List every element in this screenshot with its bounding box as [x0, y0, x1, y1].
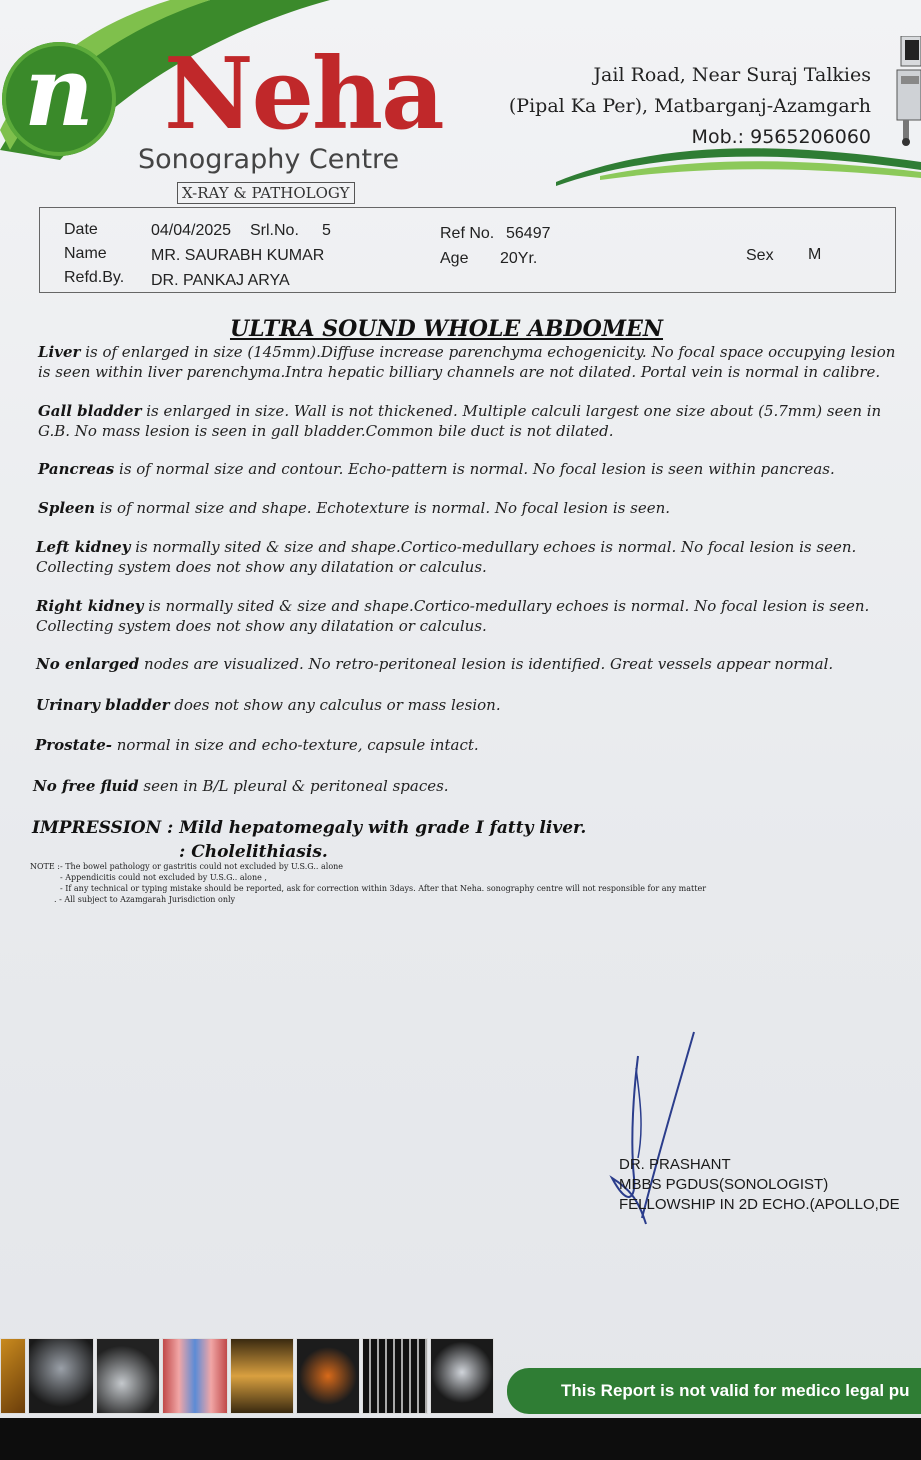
- srl-value: 5: [322, 222, 331, 239]
- finding-text: is of enlarged in size (145mm).Diffuse increase parenchyma echogenicity. No focal space occupying lesion is seen within liver parenchyma.Intra hepatic billiary channels are not dilated. Portal vein is normal in calibre.: [38, 343, 896, 381]
- finding-liver: [38, 342, 908, 382]
- finding-gall-bladder: [38, 401, 908, 441]
- impression-line-1: [32, 816, 586, 840]
- footer-disclaimer: This Report is not valid for medico legal pu: [507, 1368, 921, 1414]
- footer-image-thumbnail: [296, 1338, 360, 1414]
- finding-organ: Left kidney: [36, 538, 131, 556]
- report-notes: [30, 861, 706, 905]
- patient-info-box: [39, 207, 896, 293]
- doctor-name: DR. PRASHANT: [619, 1156, 731, 1173]
- finding-text: does not show any calculus or mass lesion.: [169, 696, 501, 714]
- address-line-1: Jail Road, Near Suraj Talkies: [593, 64, 871, 86]
- doctor-fellowship: FELLOWSHIP IN 2D ECHO.(APOLLO,DE: [619, 1196, 900, 1213]
- mobile-number: Mob.: 9565206060: [691, 126, 871, 148]
- finding-organ: No enlarged: [36, 655, 140, 673]
- finding-organ: No free fluid: [33, 777, 139, 795]
- ref-label: Ref No.: [440, 225, 495, 242]
- finding-text: is normally sited & size and shape.Cortico-medullary echoes is normal. No focal lesion is seen. Collecting system does not show any dilatation or calculus.: [36, 538, 857, 576]
- finding-left-kidney: [36, 537, 906, 577]
- impression-label: IMPRESSION: [32, 818, 162, 838]
- finding-text: is enlarged in size. Wall is not thickened. Multiple calculi largest one size about (5.7mm) seen in G.B. No mass lesion is seen in gall bladder.Common bile duct is not dilated.: [38, 402, 882, 440]
- report-title: ULTRA SOUND WHOLE ABDOMEN: [229, 316, 664, 342]
- finding-right-kidney: [36, 596, 906, 636]
- address-line-2: (Pipal Ka Per), Matbarganj-Azamgarh: [508, 95, 871, 117]
- finding-spleen: [38, 498, 908, 518]
- brand-subtitle: Sonography Centre: [138, 144, 400, 175]
- impression: [32, 816, 586, 864]
- finding-text: nodes are visualized. No retro-peritoneal lesion is identified. Great vessels appear normal.: [139, 655, 834, 673]
- logo-letter: n: [24, 35, 94, 148]
- footer-image-thumbnail: [430, 1338, 494, 1414]
- finding-text: is of normal size and contour. Echo-pattern is normal. No focal lesion is seen within pancreas.: [114, 460, 835, 478]
- age-label: Age: [440, 250, 469, 267]
- srl-label: Srl.No.: [250, 222, 299, 239]
- name-value: MR. SAURABH KUMAR: [151, 247, 325, 264]
- finding-organ: Prostate-: [35, 736, 112, 754]
- bottom-border: [0, 1418, 921, 1460]
- age-value: 20Yr.: [500, 250, 538, 267]
- ref-value: 56497: [506, 225, 551, 242]
- refd-label: Refd.By.: [64, 269, 125, 286]
- clinic-address: [509, 60, 871, 153]
- impression-text-1: : Mild hepatomegaly with grade I fatty liver.: [161, 818, 587, 838]
- finding-text: seen in B/L pleural & peritoneal spaces.: [138, 777, 449, 795]
- footer-image-thumbnail: [362, 1338, 428, 1414]
- date-label: Date: [64, 221, 98, 238]
- finding-lymph-nodes: [36, 654, 906, 674]
- impression-line-2: : Cholelithiasis.: [179, 842, 328, 862]
- finding-free-fluid: [33, 776, 903, 796]
- finding-organ: Gall bladder: [38, 402, 142, 420]
- finding-organ: Right kidney: [36, 597, 144, 615]
- brand-tagline: X-RAY & PATHOLOGY: [177, 182, 355, 204]
- finding-organ: Pancreas: [38, 460, 115, 478]
- note-line: . - All subject to Azamgarah Jurisdiction only: [54, 895, 236, 904]
- note-line: NOTE :- The bowel pathology or gastritis could not excluded by U.S.G.. alone: [30, 862, 344, 871]
- name-label: Name: [64, 245, 107, 262]
- ultrasound-machine-icon: [895, 36, 921, 148]
- signature-block: [619, 1155, 900, 1215]
- date-value: 04/04/2025: [151, 222, 232, 239]
- footer-image-thumbnail: [96, 1338, 160, 1414]
- footer-image-thumbnail: [162, 1338, 228, 1414]
- footer-image-thumbnail: [0, 1338, 26, 1414]
- logo: [2, 35, 116, 156]
- finding-text: normal in size and echo-texture, capsule intact.: [111, 736, 479, 754]
- brand-name: Neha: [164, 37, 443, 152]
- footer-image-thumbnail: [28, 1338, 94, 1414]
- finding-organ: Liver: [38, 343, 81, 361]
- sex-label: Sex: [746, 247, 774, 264]
- finding-pancreas: [38, 459, 908, 479]
- sex-value: M: [808, 246, 822, 263]
- refd-value: DR. PANKAJ ARYA: [151, 272, 290, 289]
- finding-organ: Urinary bladder: [36, 696, 170, 714]
- finding-organ: Spleen: [38, 499, 96, 517]
- finding-urinary-bladder: [36, 695, 906, 715]
- doctor-qualification: MBBS PGDUS(SONOLOGIST): [619, 1176, 829, 1193]
- finding-text: is of normal size and shape. Echotexture is normal. No focal lesion is seen.: [95, 499, 671, 517]
- finding-prostate: [35, 735, 905, 755]
- note-line: - If any technical or typing mistake should be reported, ask for correction within 3days. After that Neha. sonography centre will not responsible for any matter: [60, 884, 707, 893]
- footer-image-thumbnail: [230, 1338, 294, 1414]
- note-line: - Appendicitis could not excluded by U.S.G.. alone ,: [60, 873, 267, 882]
- finding-text: is normally sited & size and shape.Cortico-medullary echoes is normal. No focal lesion is seen. Collecting system does not show any dilatation or calculus.: [36, 597, 870, 635]
